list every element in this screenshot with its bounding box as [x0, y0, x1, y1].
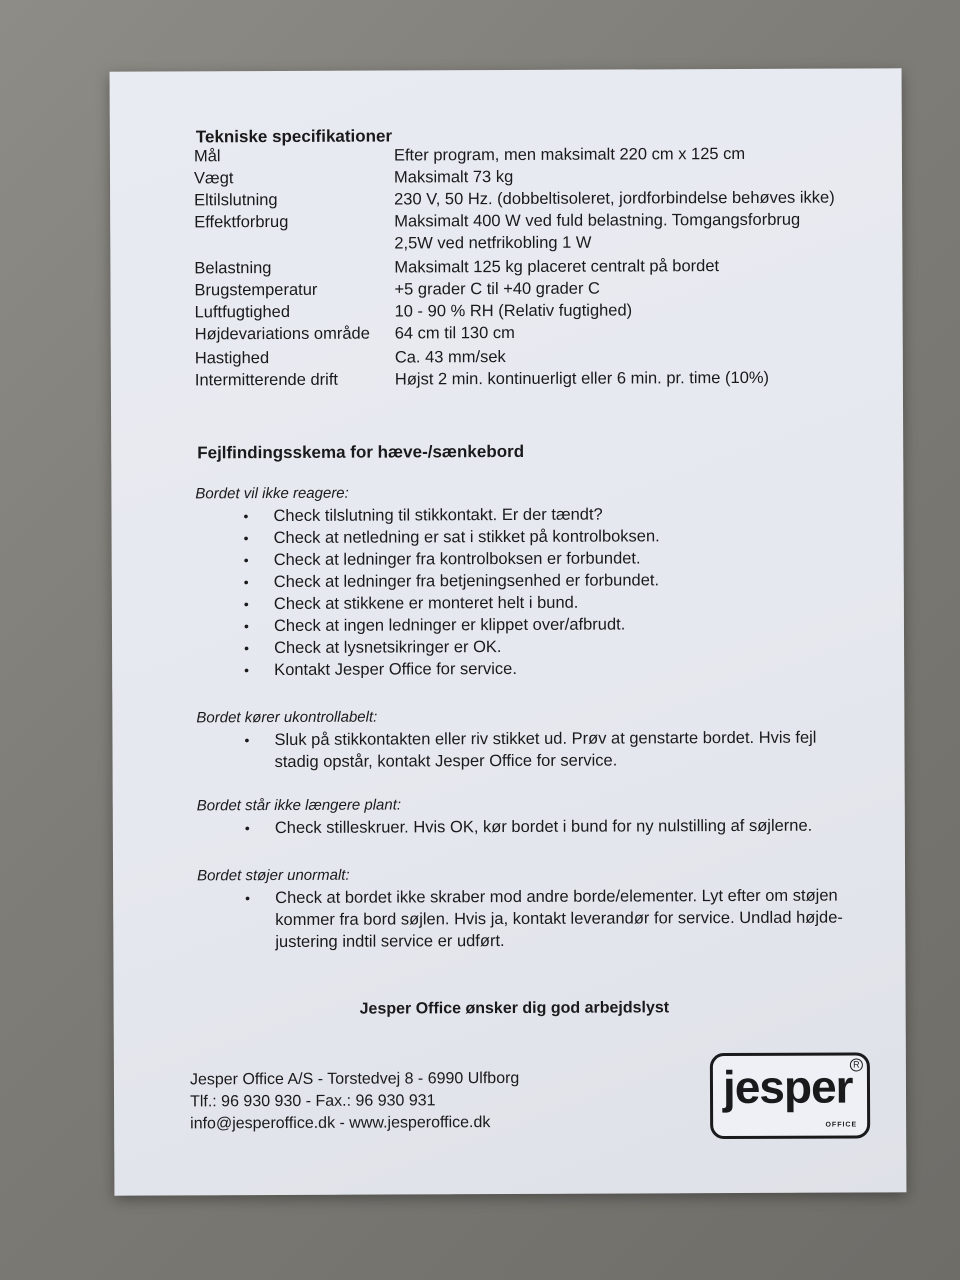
spec-value: +5 grader C til +40 grader C	[394, 279, 600, 299]
bullet-icon: •	[244, 732, 250, 749]
footer-address: Jesper Office A/S - Torstedvej 8 - 6990 Ulfborg	[189, 1069, 520, 1089]
troubleshoot-item-text: Sluk på stikkontakten eller riv stikket ud. Prøv at genstarte bordet. Hvis fejl	[274, 728, 817, 750]
troubleshoot-group-title: Bordet står ikke længere plant:	[196, 796, 402, 815]
troubleshoot-group-title: Bordet støjer unormalt:	[197, 866, 350, 885]
bullet-icon: •	[244, 820, 250, 837]
troubleshoot-item-text: Kontakt Jesper Office for service.	[274, 659, 517, 680]
bullet-icon: •	[243, 618, 249, 635]
spec-value: 2,5W ved netfrikobling 1 W	[394, 233, 592, 253]
troubleshoot-group-title: Bordet vil ikke reagere:	[195, 484, 349, 503]
spec-label: Mål	[193, 147, 221, 166]
spec-value: Efter program, men maksimalt 220 cm x 125 cm	[393, 144, 746, 165]
footer-phone: Tlf.: 96 930 930 - Fax.: 96 930 931	[190, 1092, 436, 1111]
bullet-icon: •	[243, 530, 249, 547]
troubleshoot-item-text: Check tilslutning til stikkontakt. Er der tændt?	[273, 505, 603, 526]
bullet-icon: •	[243, 508, 249, 525]
troubleshoot-item-text: Check at netledning er sat i stikket på kontrolboksen.	[273, 527, 660, 548]
spec-value: 10 - 90 % RH (Relativ fugtighed)	[394, 301, 633, 321]
troubleshoot-item-text: Check stilleskruer. Hvis OK, kør bordet i bund for ny nulstilling af søjlerne.	[274, 816, 813, 838]
document-sheet	[110, 68, 907, 1195]
bullet-icon: •	[243, 552, 249, 569]
troubleshoot-item-text: Check at bordet ikke skraber mod andre borde/elementer. Lyt efter om støjen	[275, 886, 838, 908]
troubleshoot-item-text: Check at ingen ledninger er klippet over/afbrudt.	[273, 615, 626, 636]
bullet-icon: •	[244, 640, 250, 657]
spec-label: Belastning	[194, 259, 272, 278]
troubleshoot-item-text: Check at ledninger fra kontrolboksen er forbundet.	[273, 549, 641, 570]
spec-label: Effektforbrug	[194, 212, 289, 232]
logo-wordmark: jesper	[722, 1060, 853, 1114]
spec-label: Intermitterende drift	[194, 370, 338, 390]
spec-value: Maksimalt 400 W ved fuld belastning. Tomgangsforbrug	[394, 210, 801, 231]
spec-label: Højdevariations område	[194, 324, 370, 344]
troubleshoot-item-text: stadig opstår, kontakt Jesper Office for service.	[274, 751, 618, 772]
spec-label: Eltilslutning	[194, 191, 278, 210]
bullet-icon: •	[244, 662, 250, 679]
troubleshoot-group-title: Bordet kører ukontrollabelt:	[196, 708, 378, 727]
spec-value: Højst 2 min. kontinuerligt eller 6 min. pr. time (10%)	[394, 368, 770, 389]
bullet-icon: •	[243, 574, 249, 591]
specs-heading: Tekniske specifikationer	[195, 126, 393, 147]
logo-subtitle: OFFICE	[825, 1121, 858, 1129]
bullet-icon: •	[243, 596, 249, 613]
spec-value: Ca. 43 mm/sek	[394, 348, 506, 367]
troubleshoot-item-text: Check at stikkene er monteret helt i bund.	[273, 593, 579, 614]
troubleshoot-heading: Fejlfindingsskema for hæve-/sænkebord	[197, 441, 525, 463]
troubleshoot-item-text: justering indtil service er udført.	[275, 932, 505, 952]
jesper-office-logo	[710, 1052, 870, 1139]
spec-label: Hastighed	[194, 349, 270, 368]
document-content	[110, 68, 907, 1195]
spec-label: Luftfugtighed	[194, 302, 291, 322]
spec-value: Maksimalt 125 kg placeret centralt på bordet	[394, 257, 720, 277]
spec-label: Vægt	[193, 169, 234, 188]
troubleshoot-item-text: kommer fra bord søjlen. Hvis ja, kontakt leverandør for service. Undlad højde-	[275, 908, 843, 930]
spec-label: Brugstemperatur	[194, 280, 318, 300]
troubleshoot-item-text: Check at ledninger fra betjeningsenhed er forbundet.	[273, 571, 660, 592]
registered-mark-icon: R	[850, 1058, 863, 1071]
footer-web: info@jesperoffice.dk - www.jesperoffice.dk	[190, 1114, 491, 1133]
bullet-icon: •	[245, 890, 251, 907]
closing-line: Jesper Office ønsker dig god arbejdslyst	[359, 999, 670, 1018]
spec-value: Maksimalt 73 kg	[393, 167, 514, 187]
spec-value: 64 cm til 130 cm	[394, 323, 515, 343]
troubleshoot-item-text: Check at lysnetsikringer er OK.	[274, 638, 502, 658]
spec-value: 230 V, 50 Hz. (dobbeltisoleret, jordforbindelse behøves ikke)	[394, 188, 835, 209]
